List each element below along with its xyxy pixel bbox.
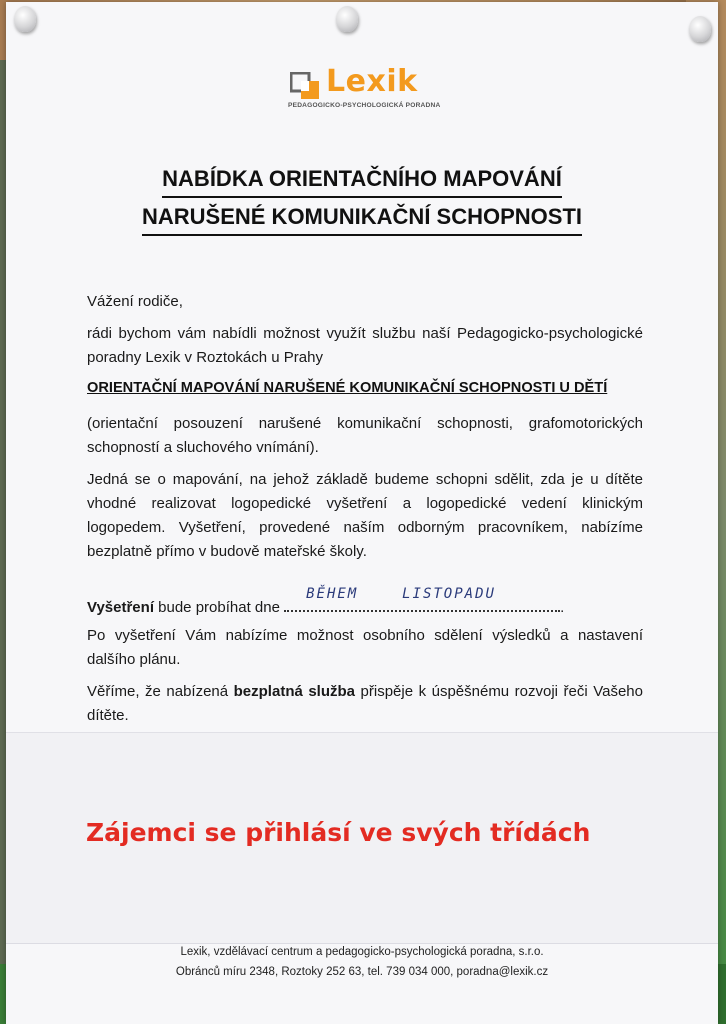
closing-paragraph: Věříme, že nabízená bezplatná služba přispěje k úspěšnému rozvoji řeči Vašeho dítěte.: [87, 683, 643, 724]
pushpin-icon: [336, 6, 358, 32]
logo-wordmark: Lexik: [326, 64, 418, 99]
intro-paragraph: rádi bychom vám nabídli možnost využít službu naší Pedagogicko-psychologické poradny Lexik v Roztokách u Prahy: [87, 325, 643, 366]
title-line-2: NARUŠENÉ KOMUNIKAČNÍ SCHOPNOSTI: [6, 204, 718, 236]
logo-subtitle: PEDAGOGICKO-PSYCHOLOGICKÁ PORADNA: [288, 102, 441, 109]
exam-date-line: [87, 586, 643, 620]
handwritten-date-1: BĚHEM: [306, 586, 359, 602]
title-line-1: NABÍDKA ORIENTAČNÍHO MAPOVÁNÍ: [6, 166, 718, 198]
exam-label-bold: Vyšetření: [87, 599, 154, 616]
pushpin-icon: [689, 16, 711, 42]
after-exam-paragraph: Po vyšetření Vám nabízíme možnost osobního sdělení výsledků a nastavení dalšího plánu.: [87, 627, 643, 668]
service-note: (orientační posouzení narušené komunikační schopnosti, grafomotorických schopností a sluchového vnímání).: [87, 415, 643, 456]
free-service-bold: bezplatná služba: [233, 683, 356, 700]
description-paragraph: Jedná se o mapování, na jehož základě budeme schopni sdělit, zda je u dítěte vhodné realizovat logopedické vyšetření a logopedické vedení klinickým logopedem. Vyšetření, provedené naším odborným pracovníkem, nabízíme bezplatně přímo v budově mateřské školy.: [87, 471, 643, 560]
exam-label-rest: bude probíhat dne: [153, 599, 285, 616]
flyer-paper: [6, 2, 718, 1024]
greeting: Vážení rodiče,: [87, 293, 183, 310]
service-heading: ORIENTAČNÍ MAPOVÁNÍ NARUŠENÉ KOMUNIKAČNÍ SCHOPNOSTI U DĚTÍ: [87, 380, 608, 396]
signup-call-to-action: Zájemci se přihlásí ve svých třídách: [86, 818, 591, 847]
exam-end: .: [560, 599, 565, 616]
handwritten-date-2: LISTOPADU: [402, 586, 496, 602]
pushpin-icon: [14, 6, 36, 32]
footer: [6, 942, 718, 982]
footer-line-2: Obránců míru 2348, Roztoky 252 63, tel. 739 034 000, poradna@lexik.cz: [175, 966, 549, 978]
date-fill-field: [284, 586, 560, 612]
logo-mark-icon: [290, 72, 320, 100]
footer-line-1: Lexik, vzdělávací centrum a pedagogicko-psychologická poradna, s.r.o.: [180, 946, 544, 958]
lexik-logo: [286, 66, 456, 116]
